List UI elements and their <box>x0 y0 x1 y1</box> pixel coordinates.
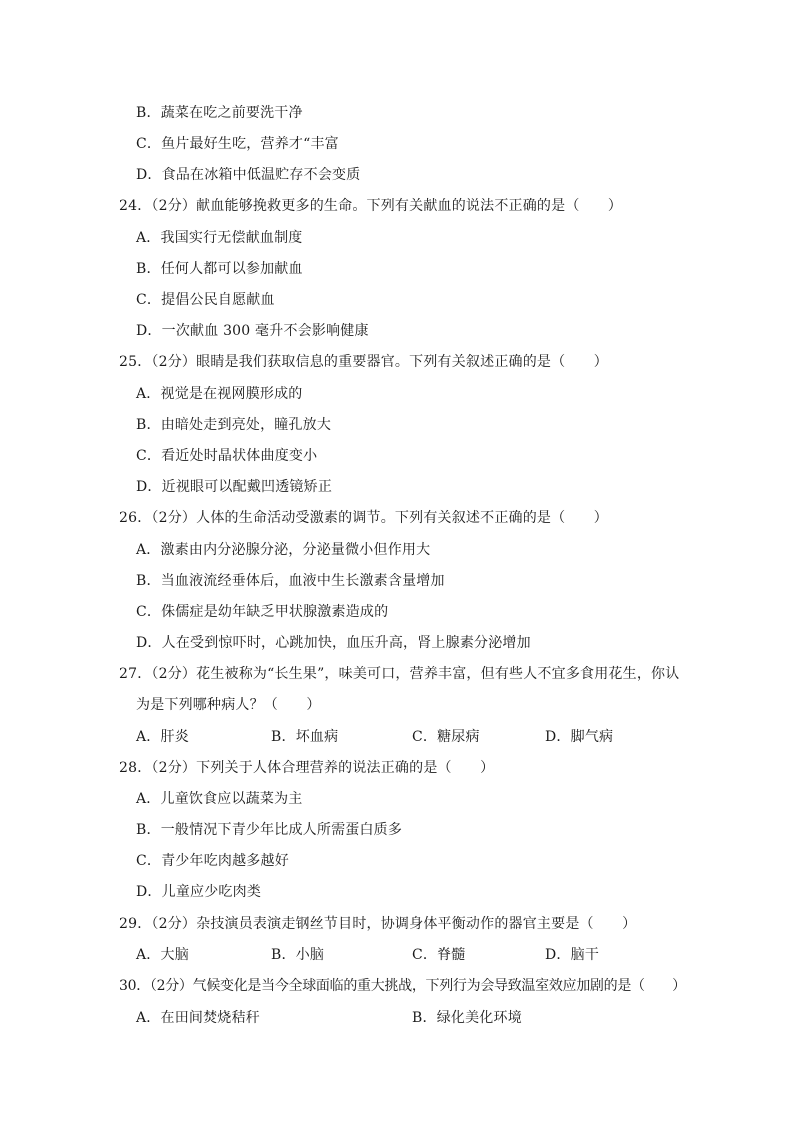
q24-option-a: A．我国实行无偿献血制度 <box>136 230 303 246</box>
q30-stem: 30．（2分）气候变化是当今全球面临的重大挑战，下列行为会导致温室效应加剧的是（ ） <box>119 978 686 994</box>
q29-option-b: B．小脑 <box>271 947 325 963</box>
q23-option-d: D．食品在冰箱中低温贮存不会变质 <box>136 167 361 183</box>
q29-option-a: A．大脑 <box>136 947 189 963</box>
q29-stem: 29．（2分）杂技演员表演走钢丝节目时，协调身体平衡动作的器官主要是（ ） <box>119 916 637 932</box>
q29-option-d: D．脑干 <box>545 947 600 963</box>
q27-option-a: A．肝炎 <box>136 729 189 745</box>
q23-option-b: B．蔬菜在吃之前要洗干净 <box>136 105 303 121</box>
q30-option-a: A．在田间焚烧秸秆 <box>136 1010 260 1026</box>
q27-option-c: C．糖尿病 <box>412 729 480 745</box>
q24-option-c: C．提倡公民自愿献血 <box>136 292 275 308</box>
q27-option-b: B．坏血病 <box>271 729 339 745</box>
q26-option-a: A．激素由内分泌腺分泌，分泌量微小但作用大 <box>136 542 431 558</box>
q25-option-a: A．视觉是在视网膜形成的 <box>136 386 303 402</box>
q24-option-d: D．一次献血 300 毫升不会影响健康 <box>136 323 369 339</box>
q28-option-c: C．青少年吃肉越多越好 <box>136 853 289 869</box>
q28-stem: 28．（2分）下列关于人体合理营养的说法正确的是（ ） <box>119 760 495 776</box>
q28-option-a: A．儿童饮食应以蔬菜为主 <box>136 791 303 807</box>
q26-option-c: C．侏儒症是幼年缺乏甲状腺激素造成的 <box>136 604 389 620</box>
q25-option-d: D．近视眼可以配戴凹透镜矫正 <box>136 479 333 495</box>
q30-option-b: B．绿化美化环境 <box>412 1010 522 1026</box>
q24-option-b: B．任何人都可以参加献血 <box>136 261 303 277</box>
q29-option-c: C．脊髓 <box>412 947 466 963</box>
q23-option-c: C．鱼片最好生吃，营养才“丰富 <box>136 136 339 152</box>
q27-stem: 27．（2分）花生被称为“长生果”，味美可口，营养丰富，但有些人不宜多食用花生，你认 <box>119 666 680 682</box>
q25-stem: 25．（2分）眼睛是我们获取信息的重要器官。下列有关叙述正确的是（ ） <box>119 354 608 370</box>
q26-option-d: D．人在受到惊吓时，心跳加快，血压升高，肾上腺素分泌增加 <box>136 635 531 651</box>
q24-stem: 24．（2分）献血能够挽救更多的生命。下列有关献血的说法不正确的是（ ） <box>119 198 623 214</box>
q27-option-d: D．脚气病 <box>545 729 614 745</box>
q27-stem-continued: 为是下列哪种病人？（ ） <box>136 697 321 713</box>
q28-option-d: D．儿童应少吃肉类 <box>136 884 262 900</box>
q25-option-b: B．由暗处走到亮处，瞳孔放大 <box>136 417 332 433</box>
q26-stem: 26．（2分）人体的生命活动受激素的调节。下列有关叙述不正确的是（ ） <box>119 510 608 526</box>
q25-option-c: C．看近处时晶状体曲度变小 <box>136 448 318 464</box>
q28-option-b: B．一般情况下青少年比成人所需蛋白质多 <box>136 822 403 838</box>
q26-option-b: B．当血液流经垂体后，血液中生长激素含量增加 <box>136 573 445 589</box>
